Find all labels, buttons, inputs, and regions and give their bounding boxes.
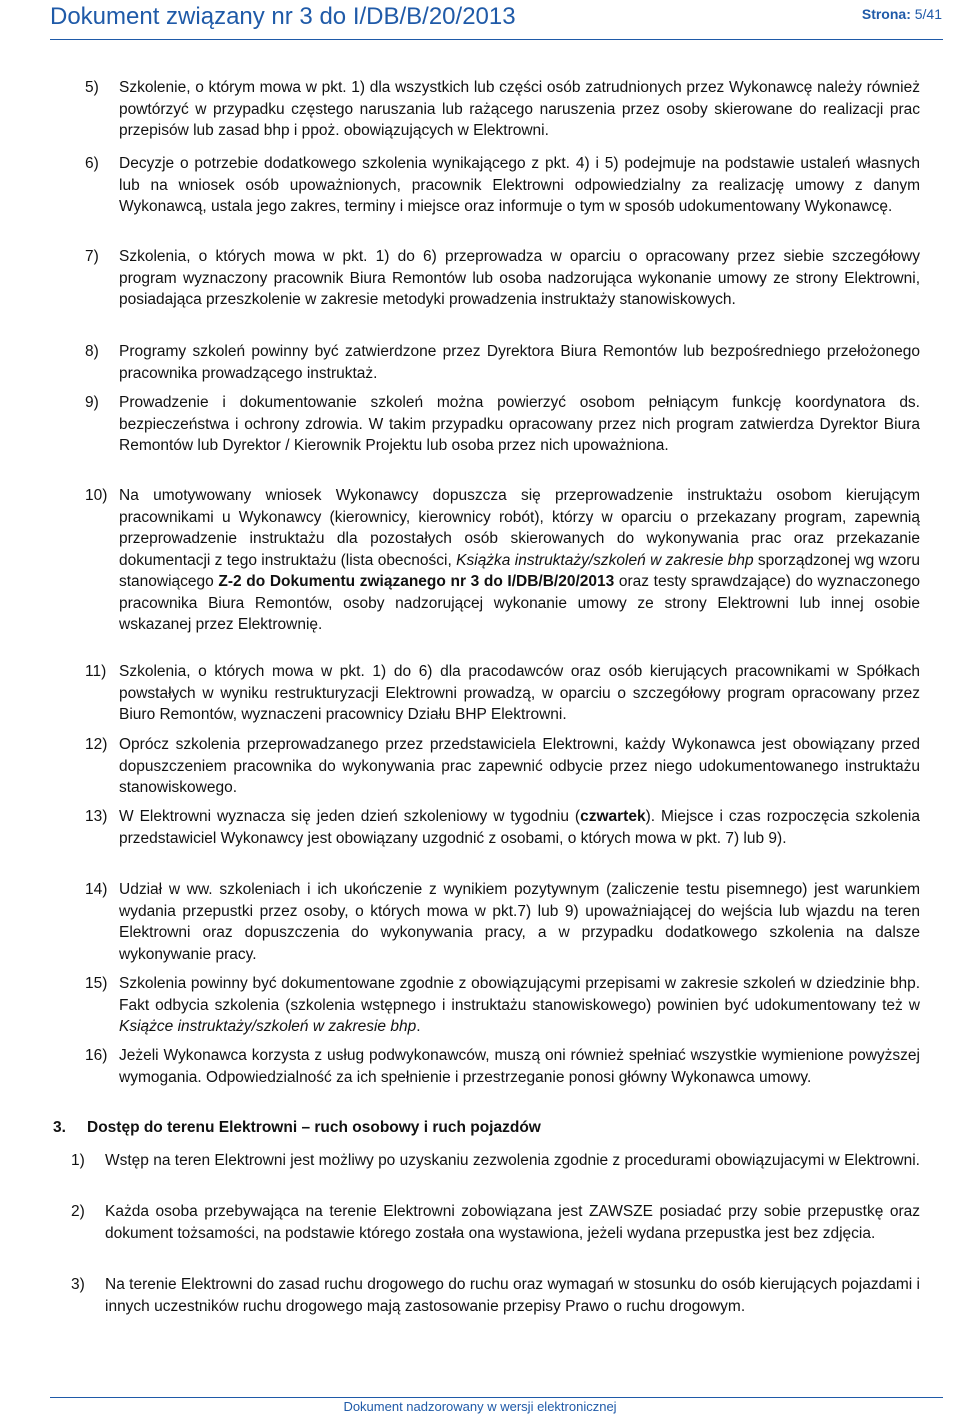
list-item xyxy=(85,806,920,849)
item-text: Szkolenie, o którym mowa w pkt. 1) dla wszystkich lub części osób zatrudnionych przez Wykonawcę należy również powtórzyć w przypadku częstego naruszania lub rażącego naruszenia przez osoby skierowane do realizacji prac przepisów lub zasad bhp i ppoż. obowiązujących w Elektrowni. xyxy=(119,79,920,139)
list-item xyxy=(85,661,920,726)
item-number: 10) xyxy=(85,487,108,504)
page-number: 5/41 xyxy=(914,6,942,22)
item-text-part: sporządzonej wg wzoru stanowiącego xyxy=(119,551,920,590)
footer-divider xyxy=(50,1397,943,1398)
item-text-part: . xyxy=(416,1018,421,1035)
list-item xyxy=(71,1274,920,1317)
list-item xyxy=(85,392,920,457)
item-number: 7) xyxy=(85,248,99,265)
item-number: 6) xyxy=(85,155,99,172)
item-number: 12) xyxy=(85,736,108,753)
item-number: 9) xyxy=(85,394,99,411)
item-number: 8) xyxy=(85,343,99,360)
item-text-italic: Książka instruktaży/szkoleń w zakresie bhp xyxy=(456,551,754,569)
item-text: Jeżeli Wykonawca korzysta z usług podwykonawców, muszą oni również spełniać wszystkie wymienione powyższej wymogania. Odpowiedzialność za ich spełnienie i przestrzeganie ponosi główny Wykonawca umowy. xyxy=(119,1047,920,1086)
item-text-part: Szkolenia powinny być dokumentowane zgodnie z obowiązującymi przepisami w zakresie szkoleń w dziedzinie bhp. Fakt odbycia szkolenia (szkolenia wstępnego i instruktażu stanowiskowego) powinien być udokumentowany też w xyxy=(119,975,920,1014)
item-text-part: ). Miejsce i czas rozpoczęcia szkolenia przedstawiciel Wykonawcy jest obowiązany uzgodnić z osobami, o których mowa w pkt. 7) lub 9). xyxy=(119,808,920,847)
item-text: Udział w ww. szkoleniach i ich ukończenie z wynikiem pozytywnym (zaliczenie testu pisemnego) jest warunkiem wydania przepustki przez osoby, o których mowa w pkt.7) lub 9) upoważniającej do wejścia lub wjazdu na teren Elektrowni oraz dopuszczenia do wykonywania pracy, a w przypadku dodatkowego szkolenia na dalsze wykonywanie pracy. xyxy=(119,881,920,963)
list-item xyxy=(71,1150,920,1172)
section-number: 3. xyxy=(53,1119,66,1136)
document-title: Dokument związany nr 3 do I/DB/B/20/2013 xyxy=(50,3,516,30)
list-item xyxy=(85,246,920,311)
item-number: 16) xyxy=(85,1047,108,1064)
list-item xyxy=(85,77,920,142)
list-item xyxy=(85,153,920,218)
item-text-part: Na umotywowany wniosek Wykonawcy dopuszcza się przeprowadzenie instruktażu osobom kierującym pracownikami u Wykonawcy (kierownicy, kierownicy robót), którzy w oparciu o przekazany program, zapewnią przeprowadzenie instruktażu dla pozostałych osób skierowanych do wykonywania prac oraz przekazanie dokumentacji z tego instruktażu (lista obecności, xyxy=(119,487,920,569)
item-text-part: W Elektrowni wyznacza się jeden dzień szkoleniowy w tygodniu ( xyxy=(119,808,581,825)
section-heading xyxy=(53,1117,541,1139)
item-text: Decyzje o potrzebie dodatkowego szkolenia wynikającego z pkt. 4) i 5) podejmuje na podstawie ustaleń własnych lub na wniosek osób upoważnionych, pracownik Elektrowni odpowiedzialny za realizację umowy z danym Wykonawcą, ustala jego zakres, terminy i miejsce oraz informuje o tym w sposób udokumentowany Wykonawcę. xyxy=(119,155,920,215)
list-item xyxy=(85,341,920,384)
header-divider xyxy=(50,39,943,40)
list-item xyxy=(85,1045,920,1088)
item-text-bold: Z-2 do Dokumentu związanego nr 3 do I/DB/B/20/2013 xyxy=(218,573,615,590)
list-item xyxy=(85,734,920,799)
item-text: Programy szkoleń powinny być zatwierdzone przez Dyrektora Biura Remontów lub bezpośredniego przełożonego pracownika prowadzącego instruktaż. xyxy=(119,343,920,382)
item-text: Oprócz szkolenia przeprowadzanego przez przedstawiciela Elektrowni, każdy Wykonawca jest obowiązany przed dopuszczeniem pracownika do wykonywania prac zapewnić odbycie przez niego udokumentowanego instruktażu stanowiskowego. xyxy=(119,736,920,796)
item-text xyxy=(119,806,920,849)
item-text: Na terenie Elektrowni do zasad ruchu drogowego do ruchu oraz wymagań w stosunku do osób kierujących pojazdami i innych uczestników ruchu drogowego mają zastosowanie przepisy Prawo o ruchu drogowym. xyxy=(105,1276,920,1315)
list-item xyxy=(85,973,920,1038)
item-number: 15) xyxy=(85,975,108,992)
item-text xyxy=(119,973,920,1038)
list-item xyxy=(85,879,920,965)
list-item xyxy=(85,485,920,636)
list-item xyxy=(71,1201,920,1244)
item-text-italic: Książce instruktaży/szkoleń w zakresie bhp xyxy=(119,1018,417,1035)
item-text xyxy=(119,485,920,636)
item-number: 2) xyxy=(71,1203,85,1220)
item-text: Prowadzenie i dokumentowanie szkoleń można powierzyć osobom pełniącym funkcję koordynatora ds. bezpieczeństwa i ochrony zdrowia. W takim przypadku opracowany przez nich program zatwierdza Dyrektor Biura Remontów lub Dyrektor / Kierownik Projektu lub osoba przez nich upoważniona. xyxy=(119,394,920,454)
item-number: 1) xyxy=(71,1152,85,1169)
page-indicator xyxy=(862,6,942,22)
item-text-bold: czwartek xyxy=(580,808,646,825)
item-text: Każda osoba przebywająca na terenie Elektrowni zobowiązana jest ZAWSZE posiadać przy sobie przepustkę oraz dokument tożsamości, na podstawie którego została ona wystawiona, jeżeli wydana przepustka jest bez zdjęcia. xyxy=(105,1203,920,1242)
item-text: Szkolenia, o których mowa w pkt. 1) do 6) przeprowadza w oparciu o opracowany przez siebie szczegółowy program wyznaczony pracownik Biura Remontów lub osoba nadzorująca wykonanie umowy ze strony Elektrowni, posiadająca przeszkolenie w zakresie metodyki prowadzenia instruktaży stanowiskowych. xyxy=(119,248,920,308)
item-number: 5) xyxy=(85,79,99,96)
item-number: 3) xyxy=(71,1276,85,1293)
item-number: 11) xyxy=(85,663,107,680)
section-title: Dostęp do terenu Elektrowni – ruch osobowy i ruch pojazdów xyxy=(87,1119,541,1136)
footer-note: Dokument nadzorowany w wersji elektronicznej xyxy=(343,1399,617,1414)
page-label: Strona: xyxy=(861,6,911,22)
item-text: Wstęp na teren Elektrowni jest możliwy po uzyskaniu zezwolenia zgodnie z procedurami obowiązujacymi w Elektrowni. xyxy=(105,1152,920,1169)
item-number: 14) xyxy=(85,881,108,898)
page-header xyxy=(0,0,960,40)
item-text-part: oraz testy sprawdzające) do wyznaczonego pracownika Biura Remontów, osoby nadzorującej wykonanie umowy ze strony Elektrowni lub innej osobie wskazanej przez Elektrownię. xyxy=(119,573,920,633)
item-number: 13) xyxy=(85,808,108,825)
item-text: Szkolenia, o których mowa w pkt. 1) do 6) dla pracodawców oraz osób kierujących pracownikami w Spółkach powstałych w wyniku restrukturyzacji Elektrowni prowadzą, w oparciu o szczegółowy program opracowany przez Biuro Remontów, wyznaczeni pracownicy Działu BHP Elektrowni. xyxy=(119,663,920,723)
